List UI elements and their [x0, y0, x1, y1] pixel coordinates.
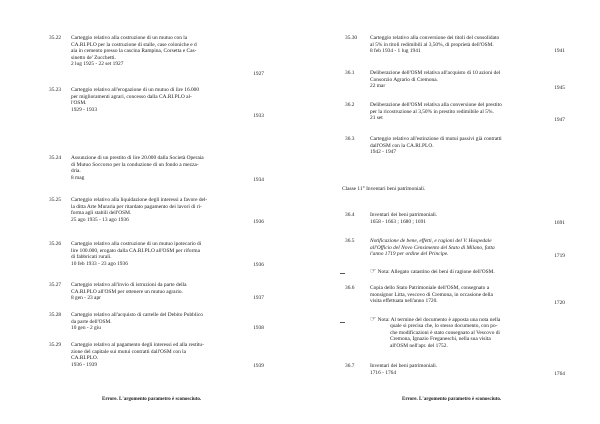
entry-number: 35.24: [49, 155, 62, 161]
entry-number: 36.3: [345, 136, 355, 142]
note-marker-line: [340, 273, 345, 274]
entry-year: 1691: [554, 220, 565, 226]
entry-text: Carteggio relativo alla costruzione di un mutuo con la CA.RI.PLO per la costruzione di stalle, case coloniche e d aia in cemento presso la cascina Rampina, Corsetta e Cas- sinetto de' Zucchetti. 2 lug 1925 - 22 set 1927: [71, 35, 197, 68]
note-2: ☞ Nota: Al termine del documento è apposta una nota nella: [370, 315, 501, 323]
right-page: [300, 0, 600, 424]
entry-number: 35.29: [49, 342, 62, 348]
entry-number: 36.1: [345, 70, 355, 76]
entry-text: Carteggio relativo al pagamento degli interessi ed alla restitu- zione del capitale sui mutui contratti dall'OSM con la CA.RI.PLO. 1936 - 1939: [71, 342, 204, 368]
entry-year: 1936: [253, 262, 264, 268]
entry-text: Carteggio relativo all'acquisto di cartelle del Debito Pubblico da parte dell'OSM. 10 gen - 2 giu: [71, 312, 203, 332]
entry-number: 36.7: [345, 363, 355, 369]
class-heading: Classe 11° Inventari beni patrimoniali.: [342, 186, 426, 192]
note-marker-line: [340, 322, 345, 323]
entry-number: 35.26: [49, 241, 62, 247]
entry-year: 1938: [253, 325, 264, 331]
entry-number: 35.27: [49, 282, 62, 288]
entry-text: Carteggio relativo all'invio di istruzioni da parte della CA.RI.PLO all'OSM per ottenere un mutuo agrario. 8 gen - 23 apr: [71, 282, 187, 302]
entry-year: 1719: [554, 253, 565, 259]
pointing-hand-icon: ☞: [370, 267, 377, 275]
entry-year: 1764: [554, 371, 565, 377]
entry-number: 35.22: [49, 35, 62, 41]
entry-year: 1937: [253, 295, 264, 301]
note-1: ☞ Nota: Allegato catastino dei beni di ragione dell'OSM.: [370, 267, 495, 275]
entry-number: 36.5: [345, 238, 355, 244]
entry-number: 36.2: [345, 102, 355, 108]
entry-number: 35.25: [49, 197, 62, 203]
entry-text: Inventari dei beni patrimoniali. 1716 - 1764: [370, 363, 438, 376]
entry-year: 1936: [253, 219, 264, 225]
entry-year: 1945: [554, 85, 565, 91]
entry-year: 1941: [554, 48, 565, 54]
entry-number: 35.30: [345, 35, 358, 41]
entry-year: 1947: [554, 117, 565, 123]
pointing-hand-icon: ☞: [370, 315, 377, 323]
entry-text: Copia dello Stato Patrimoniale dell'OSM, consegnato a monsignor Litta, vescovo di Cremona, in occasione della visita effettuata nell'anno 1720.: [370, 285, 493, 305]
entry-text: Notificazione de bene, effetti, e ragioni del V. Hospedale all'Officio del Novo Censimento del Stato di Milano, fatta l'anno 1719 per ordine del Principe.: [370, 238, 495, 258]
entry-year: 1939: [253, 363, 264, 369]
page-footer: Errore. L'argomento parametro è sconosciuto.: [102, 397, 202, 402]
entry-text: Carteggio relativo all'erogazione di un mutuo di lire 16.000 per miglioramenti agrari, concesso dalla CA.RI.PLO al- l'OSM. 1929 - 1933: [71, 87, 200, 113]
entry-number: 36.6: [345, 285, 355, 291]
entry-year: 1933: [253, 113, 264, 119]
page-footer: Errore. L'argomento parametro è sconosciuto.: [402, 397, 502, 402]
entry-text: Deliberazione dell'OSM relativa all'acquisto di 10 azioni del Consorzio Agrario di Cremona. 22 mar: [370, 70, 501, 90]
entry-text: Carteggio relativo all'estinzione di mutui passivi già contratti dall'OSM con la CA.RI.PLO. 1942 - 1947: [370, 136, 502, 156]
entry-text: Carteggio relativo alla liquidazione degli interessi a favore del- la ditta Arte Muraria per ritardato pagamento dei lavori di ri- forma agli stabili dell'OSM. 25 ago 1935 - 13 ago 1936: [71, 197, 208, 223]
entry-text: Carteggio relativo alla conversione dei titoli del consolidato al 5% in titoli redimibili al 3,50%, di proprietà dell'OSM. 8 feb 1934 - 1 lug 1941: [370, 35, 500, 55]
entry-year: 1934: [253, 177, 264, 183]
entry-year: 1720: [554, 300, 565, 306]
note-2-cont: quale si precisa che, lo stesso documento, con po- che modificazioni è stato consegnato al Vescovo di Cremona, Ignazio Freganeschi, nella sua visita all'OSM nell'apr. del 1752.: [390, 323, 500, 349]
entry-year: 1927: [253, 71, 264, 77]
entry-text: Carteggio relativo alla costruzione di un mutuo ipotecario di lire 100.000, erogato dalla CA.RI.PLO all'OSM per riforma di fabbricati rurali. 10 feb 1933 - 23 ago 1936: [71, 241, 202, 267]
entry-number: 35.23: [49, 87, 62, 93]
entry-text: Assunzione di un prestito di lire 20.000 dalla Società Operaia di Mutuo Soccorso per la conduzione di un fondo a mezza- dria. 8 mag: [71, 155, 204, 181]
entry-number: 36.4: [345, 212, 355, 218]
entry-text: Inventari dei beni patrimoniali. 1658 - 1663 ; 1680 ; 1691: [370, 212, 438, 225]
entry-number: 35.28: [49, 312, 62, 318]
entry-text: Deliberazione dell'OSM relativa alla conversione del prestito per la ricostruzione al 3,50% in prestito redimibile al 5%. 21 set: [370, 102, 502, 122]
